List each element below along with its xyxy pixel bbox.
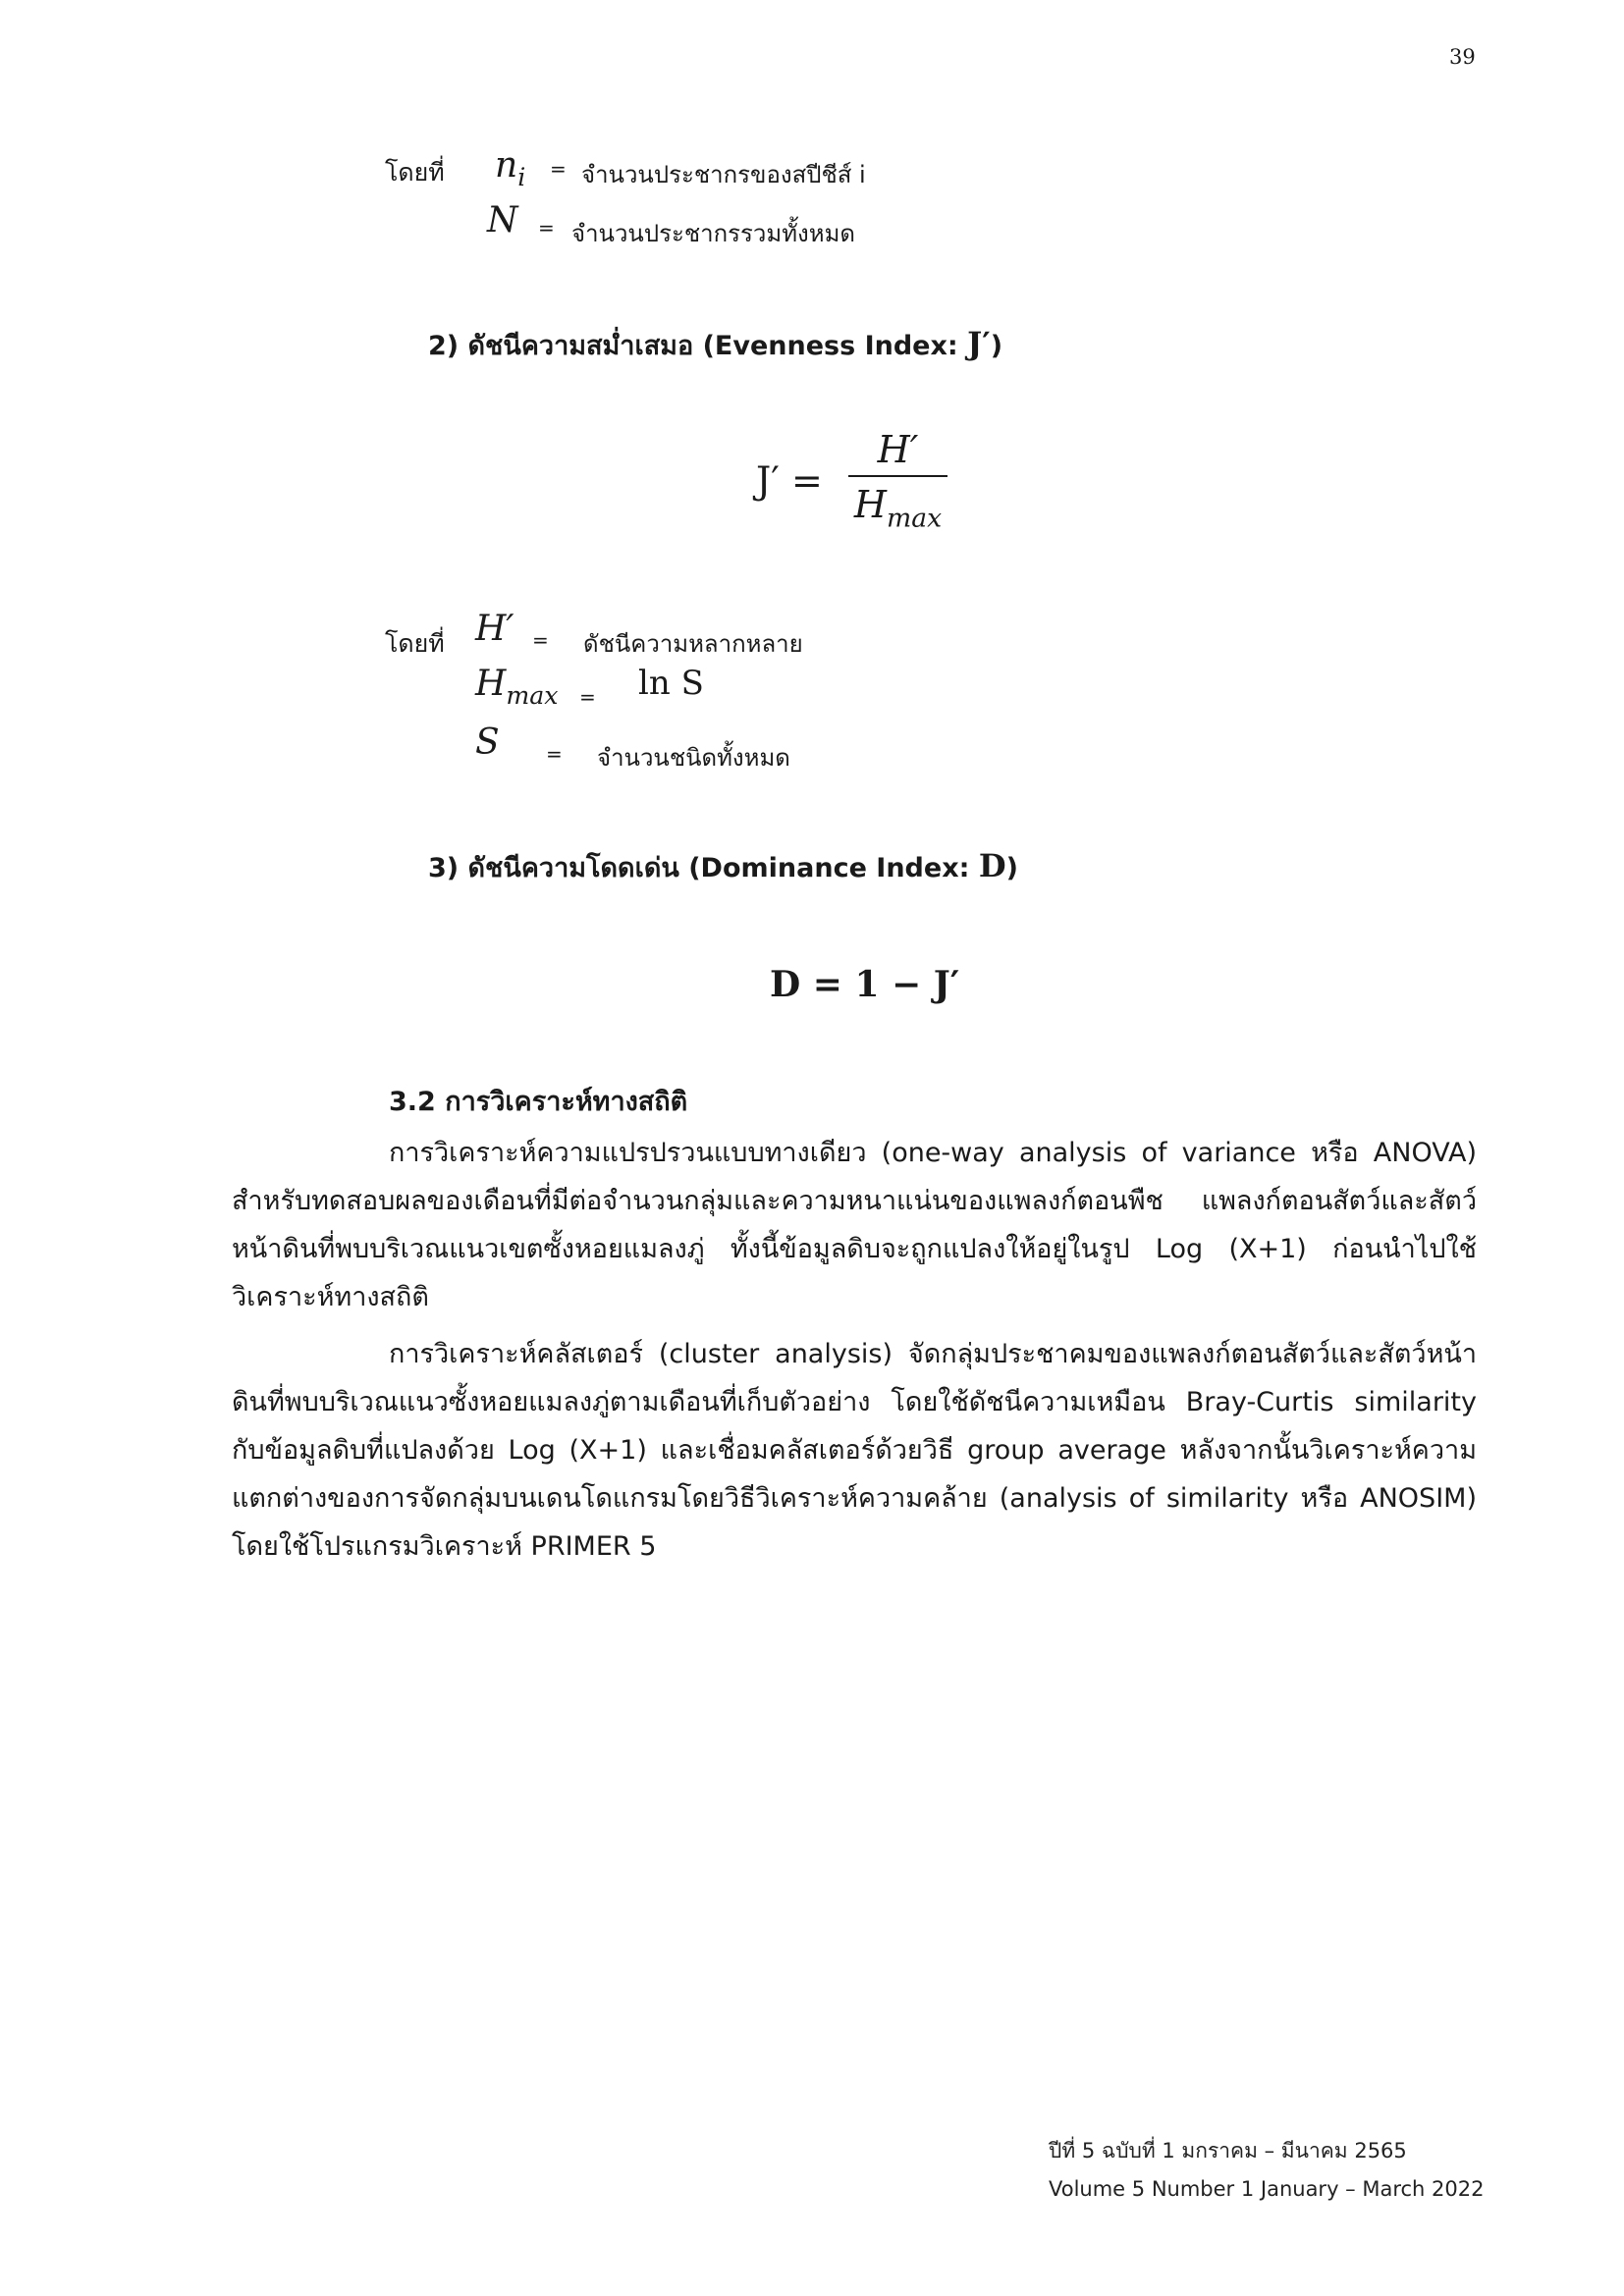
symbol-s: S <box>475 722 500 763</box>
definition-row-ni <box>385 145 974 200</box>
definition-text: จำนวนประชากรรวมทั้งหมด <box>571 220 855 247</box>
statistics-body <box>232 1129 1477 1571</box>
symbol-h-prime: H′ <box>475 609 514 649</box>
section-heading-statistics: 3.2 การวิเคราะห์ทางสถิติ <box>389 1087 688 1117</box>
definition-text: จำนวนประชากรของสปีชีส์ i <box>581 161 866 188</box>
definition-row-h-max <box>385 664 974 719</box>
page-number: 39 <box>1449 45 1476 69</box>
symbol-N: N <box>487 200 518 240</box>
equals-sign: = <box>532 628 549 652</box>
equals-sign: = <box>550 157 567 181</box>
symbol-h-max: $H_{max}$ <box>475 664 559 710</box>
formula-dominance: D = 1 − J′ <box>770 964 960 1005</box>
footer-issue-english: Volume 5 Number 1 January – March 2022 <box>1049 2177 1485 2201</box>
definition-text: ดัชนีความหลากหลาย <box>583 630 803 658</box>
paragraph-anova: การวิเคราะห์ความแปรปรวนแบบทางเดียว (one-way analysis of variance หรือ ANOVA) สำหรับทดสอบผลของเดือนที่มีต่อจำนวนกลุ่มและความหนาแน่นของแพลงก์ตอนพืช แพลงก์ตอนสัตว์และสัตว์หน้าดินที่พบบริเวณแนวเขตซั้งหอยแมลงภู่ ทั้งนี้ข้อมูลดิบจะถูกแปลงให้อยู่ในรูป Log (X+1) ก่อนนำไปใช้วิเคราะห์ทางสถิติ <box>232 1138 1477 1312</box>
section-heading-evenness: 2) ดัชนีความสม่ำเสมอ (Evenness Index: J′) <box>428 325 1003 362</box>
definition-text: จำนวนชนิดทั้งหมด <box>597 744 790 772</box>
definition-row-s <box>385 722 974 777</box>
footer-issue-thai: ปีที่ 5 ฉบับที่ 1 มกราคม – มีนาคม 2565 <box>1049 2139 1407 2163</box>
section-heading-dominance: 3) ดัชนีความโดดเด่น (Dominance Index: D) <box>428 847 1018 884</box>
symbol-n-i: $n_i$ <box>495 145 526 191</box>
ln-s-expression: ln S <box>638 664 704 703</box>
paragraph-cluster: การวิเคราะห์คลัสเตอร์ (cluster analysis) จัดกลุ่มประชาคมของแพลงก์ตอนสัตว์และสัตว์หน้าดินที่พบบริเวณแนวซั้งหอยแมลงภู่ตามเดือนที่เก็บตัวอย่าง โดยใช้ดัชนีความเหมือน Bray-Curtis similarity กับข้อมูลดิบที่แปลงด้วย Log (X+1) และเชื่อมคลัสเตอร์ด้วยวิธี group average หลังจากนั้นวิเคราะห์ความแตกต่างของการจัดกลุ่มบนเดนโดแกรมโดยวิธีวิเคราะห์ความคล้าย (analysis of similarity หรือ ANOSIM) โดยใช้โปรแกรมวิเคราะห์ PRIMER 5 <box>232 1339 1477 1562</box>
equals-sign: = <box>579 685 596 709</box>
definition-row-h-prime <box>385 609 974 664</box>
definition-row-N <box>385 200 974 255</box>
equals-sign: = <box>538 216 555 240</box>
definition-lead: โดยที่ <box>385 629 445 658</box>
formula-evenness: J′ = $\frac{H'}{H_{max}}$ <box>756 428 947 533</box>
definition-lead: โดยที่ <box>385 158 445 187</box>
equals-sign: = <box>546 742 563 766</box>
